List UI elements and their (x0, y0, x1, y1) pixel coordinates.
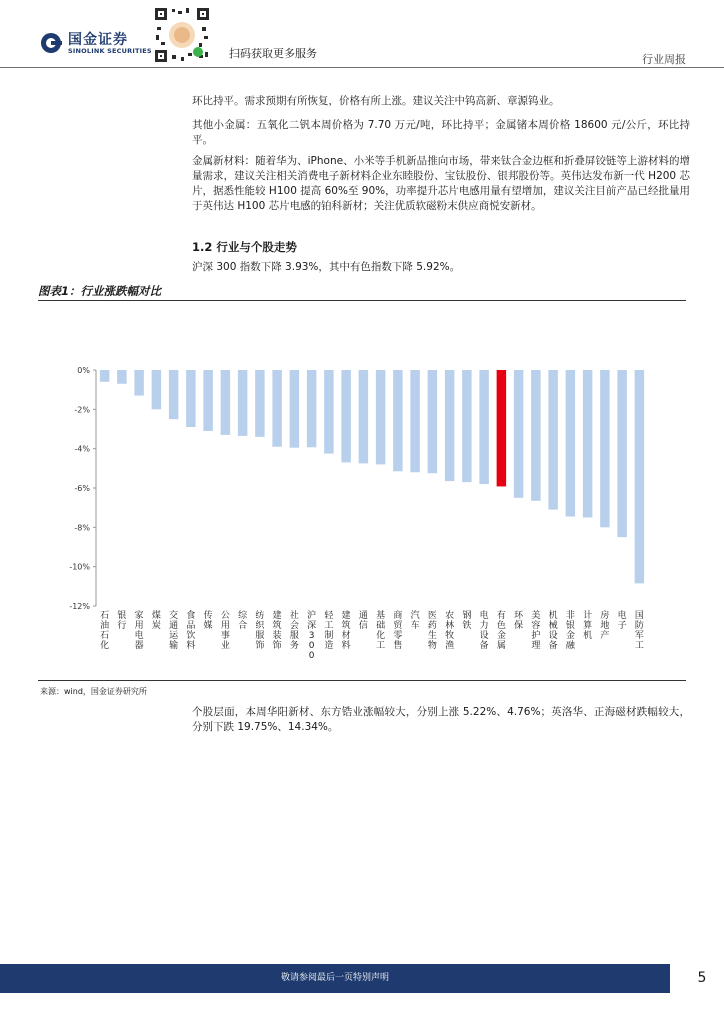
industry-change-bar-chart (60, 360, 660, 660)
x-category-label: 有色金属 (496, 611, 506, 651)
bar-13 (324, 370, 333, 454)
x-category-label: 环保 (514, 611, 524, 631)
bar-16 (376, 370, 385, 464)
figure-top-rule (38, 300, 686, 301)
paragraph-tungsten: 环比持平。需求预期有所恢复，价格有所上涨。建议关注中钨高新、章源钨业。 (192, 95, 560, 107)
x-category-label: 机械设备 (548, 611, 558, 651)
company-logo-english: SINOLINK SECURITIES (68, 47, 152, 55)
qr-code-icon[interactable] (152, 5, 212, 65)
bar-7 (221, 370, 230, 435)
bar-0 (100, 370, 109, 382)
bar-26 (548, 370, 557, 510)
sinolink-logo-icon (40, 32, 62, 54)
x-category-label: 商贸零售 (393, 611, 403, 651)
x-category-label: 轻工制造 (324, 611, 334, 651)
bar-11 (290, 370, 299, 448)
bar-15 (359, 370, 368, 463)
qr-caption: 扫码获取更多服务 (229, 47, 317, 60)
header-divider (0, 67, 724, 68)
bar-31 (635, 370, 644, 583)
x-category-label: 社会服务 (289, 611, 299, 651)
x-category-label: 计算机 (583, 611, 593, 641)
paragraph-stocks: 个股层面，本周华阳新材、东方锆业涨幅较大，分别上涨 5.22%、4.76%；英洛华、正海磁材跌幅较大，分别下跌 19.75%、14.34%。 (192, 706, 690, 733)
y-tick-label: -10% (69, 562, 90, 572)
y-tick-label: -6% (74, 484, 90, 493)
x-category-label: 石油石化 (100, 611, 110, 651)
bar-8 (238, 370, 247, 436)
bar-21 (462, 370, 471, 482)
company-logo-text: 国金证券 (68, 32, 128, 48)
bar-5 (186, 370, 195, 427)
page-number: 5 (697, 970, 707, 986)
x-category-label: 美容护理 (531, 611, 541, 651)
paragraph-new-materials: 金属新材料：随着华为、iPhone、小米等手机新品推向市场，带来钛合金边框和折叠屏铰链等上游材料的增量需求，建议关注相关消费电子新材料企业东睦股份、宝钛股份、银邦股份等。英伟达发布新一代 H200 芯片，据悉性能较 H100 提高 60%至 90%，功率提升芯片电感用量有望增加，建议关注目前产品已经批量用于英伟达 H100 芯片电感的铂科新材；关注优质软磁粉末供应商悦安新材。 (192, 155, 690, 212)
bar-18 (410, 370, 419, 472)
bar-25 (531, 370, 540, 501)
bar-22 (479, 370, 488, 484)
bar-28 (583, 370, 592, 518)
y-tick-label: -2% (74, 405, 90, 415)
report-type-label: 行业周报 (642, 53, 686, 66)
x-category-label: 通信 (358, 611, 368, 631)
x-category-label: 电子 (617, 611, 627, 631)
x-category-label: 国防军工 (634, 611, 644, 651)
x-category-label: 汽车 (410, 611, 420, 631)
bar-9 (255, 370, 264, 437)
x-category-label: 建筑材料 (341, 611, 351, 651)
x-category-label: 公用事业 (220, 611, 230, 651)
bar-14 (341, 370, 350, 462)
figure-bottom-rule (38, 680, 686, 681)
bar-24 (514, 370, 523, 498)
section-heading: 1.2 行业与个股走势 (192, 240, 297, 254)
y-tick-label: -8% (74, 523, 90, 533)
paragraph-index-change: 沪深 300 指数下降 3.93%，其中有色指数下降 5.92%。 (192, 261, 461, 273)
bar-4 (169, 370, 178, 419)
x-category-label: 房地产 (600, 611, 610, 641)
bar-17 (393, 370, 402, 471)
bar-30 (617, 370, 626, 537)
x-category-label: 沪深 3 0 0 (307, 611, 317, 660)
x-category-label: 家用电器 (134, 611, 144, 651)
x-category-label: 煤炭 (151, 611, 161, 631)
bar-27 (566, 370, 575, 517)
x-category-label: 纺织服饰 (255, 611, 265, 651)
figure-title: 图表1：行业涨跌幅对比 (38, 284, 162, 298)
x-category-label: 非银金融 (565, 611, 575, 651)
bar-10 (272, 370, 281, 447)
bar-2 (134, 370, 143, 396)
y-tick-label: -4% (74, 444, 90, 454)
x-category-label: 农林牧渔 (445, 611, 455, 651)
bar-12 (307, 370, 316, 447)
bar-29 (600, 370, 609, 527)
bar-1 (117, 370, 126, 384)
figure-source: 来源：wind，国金证券研究所 (40, 687, 147, 696)
x-category-label: 钢铁 (462, 611, 472, 631)
x-category-label: 食品饮料 (186, 611, 196, 651)
y-tick-label: -12% (69, 602, 90, 611)
x-category-label: 医药生物 (427, 611, 437, 651)
x-category-label: 建筑装饰 (272, 611, 282, 651)
x-category-label: 交通运输 (169, 611, 179, 651)
footer-disclaimer: 敬请参阅最后一页特别声明 (280, 973, 389, 983)
paragraph-minor-metals: 其他小金属：五氧化二钒本周价格为 7.70 万元/吨，环比持平；金属锗本周价格 18600 元/公斤，环比持平。 (192, 119, 690, 146)
bar-19 (428, 370, 437, 473)
x-category-label: 基础化工 (376, 611, 386, 651)
bar-6 (203, 370, 212, 431)
bar-3 (152, 370, 161, 409)
x-category-label: 电力设备 (479, 611, 489, 651)
y-tick-label: 0% (77, 366, 90, 375)
bar-20 (445, 370, 454, 481)
x-category-label: 银行 (117, 611, 127, 631)
bar-23 (497, 370, 506, 486)
x-category-label: 传媒 (203, 611, 213, 631)
x-category-label: 综合 (238, 611, 248, 631)
